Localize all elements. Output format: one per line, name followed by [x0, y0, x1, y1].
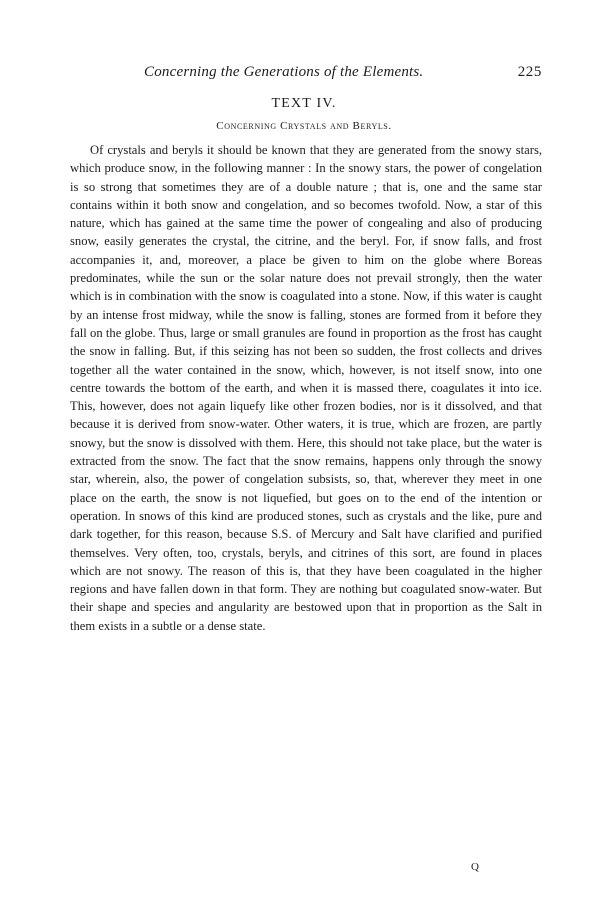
running-head: [70, 64, 542, 84]
section-subheading: Concerning Crystals and Beryls.: [216, 120, 392, 132]
section-heading: TEXT IV.: [271, 96, 337, 111]
body-text: [70, 141, 542, 635]
signature-mark: Q: [471, 861, 479, 873]
page-number: 225: [517, 64, 542, 80]
body-paragraph: Of crystals and beryls it should be known that they are generated from the snowy stars, which produce snow, in the following manner : In the snowy stars, the power of congelation is so strong that sometimes they are of a double nature ; that is, one and the same star contains within it both snow and congelation, and so becomes twofold. Now, a star of this nature, which has gained at the same time the power of congealing and also of producing snow, easily generates the crystal, the citrine, and the beryl. For, if snow falls, and frost accompanies it, and, moreover, a place be given to him on the globe where Boreas predominates, while the sun or the solar nature does not prevail strongly, then the water which is in combination with the snow is coagulated into a stone. Now, if this water is caught by an intense frost midway, while the snow is falling, stones are formed from it before they fall on the globe. Thus, large or small granules are found in proportion as the frost has caught the snow in falling. But, if this seizing has not been so sudden, the frost collects and drives together all the water contained in the snow, which, however, is not itself snow, into one centre towards the bottom of the earth, and when it is massed there, coagulates it into ice. This, however, does not again liquefy like other frozen bodies, nor is it dissolved, and that because it is derived from snow-water. Other waters, it is true, which are frozen, are partly snowy, but the snow is dissolved with them. Here, this should not take place, but the water is extracted from the snow. The fact that the snow remains, happens only through the snowy star, wherein, also, the power of congelation subsists, so, that, wherever they meet in one place on the earth, the snow is not liquefied, but goes on to the end of the intention or operation. In snows of this kind are produced stones, such as crystals and the like, pure and dark together, for this reason, because S.S. of Mercury and Salt have clarified and purified themselves. Very often, too, crystals, beryls, and citrines of this sort, are found in places which are not snowy. The reason of this is, that they have been coagulated in the higher regions and have fallen down in that form. They are nothing but coagulated snow-water. But their shape and species and angularity are bestowed upon that in proportion as the Salt in them exists in a subtle or a dense state.: [70, 143, 542, 633]
running-title: Concerning the Generations of the Elements.: [144, 64, 424, 80]
